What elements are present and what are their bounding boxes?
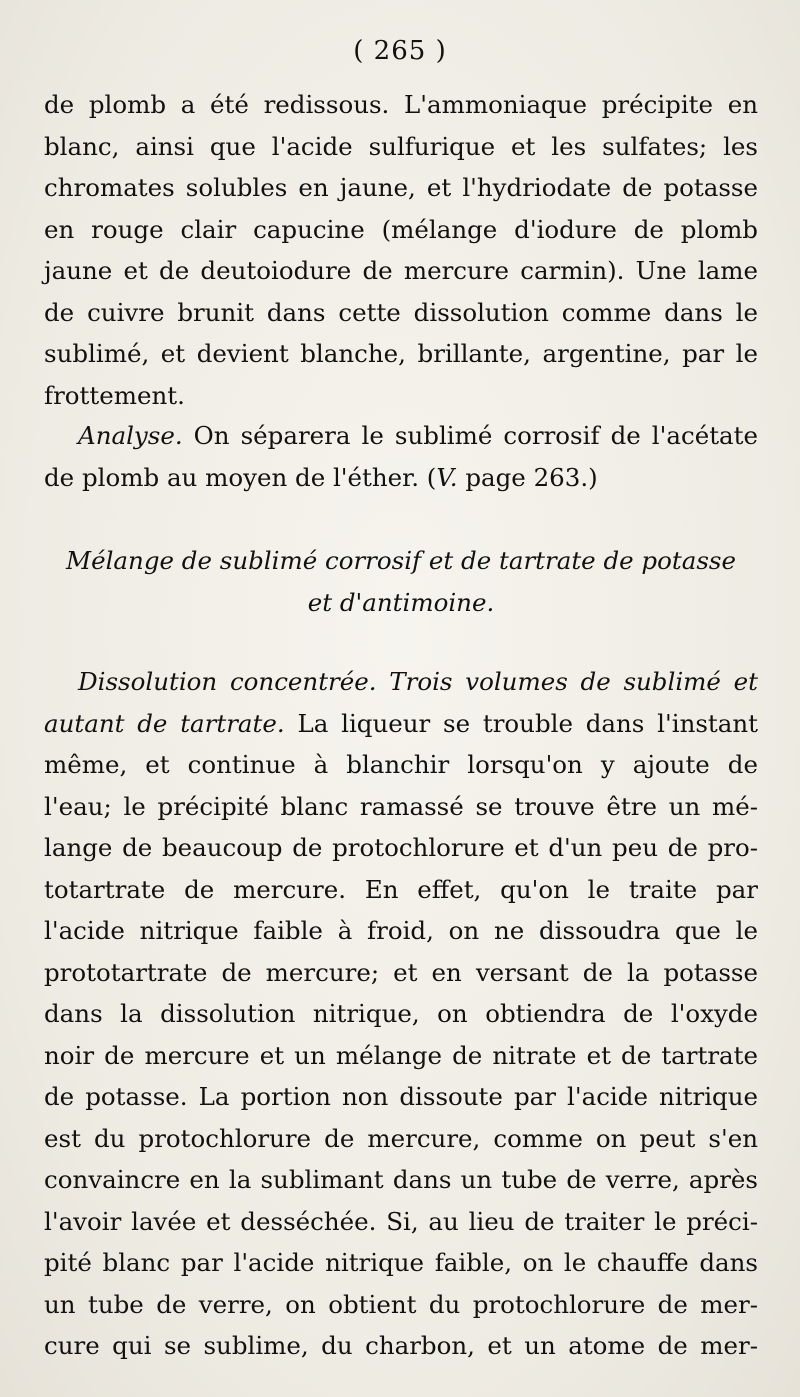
analyse-label: Analyse. xyxy=(78,421,183,450)
text-line: de cuivre brunit dans cette dissolution comme dans le xyxy=(44,297,758,327)
text-span: autant de tartrate. xyxy=(44,708,285,738)
paragraph-analyse xyxy=(44,415,758,498)
heading-line: Mélange de sublimé corrosif et de tartrate de potasse xyxy=(66,546,736,575)
text-line: même, et continue à blanchir lorsqu'on y ajoute de xyxy=(44,750,758,779)
text-span: de plomb au moyen de l'éther. ( xyxy=(44,462,437,492)
text-line: l'avoir lavée et desséchée. Si, au lieu de traiter le préci- xyxy=(44,1206,758,1236)
text-line xyxy=(44,457,758,499)
text-line: cure qui se sublime, du charbon, et un atome de mer- xyxy=(44,1331,758,1360)
text-span: La liqueur se trouble dans l'instant xyxy=(284,708,758,738)
text-line: dans la dissolution nitrique, on obtiendra de l'oxyde xyxy=(44,999,758,1028)
text-line: un tube de verre, on obtient du protochlorure de mer- xyxy=(44,1289,758,1319)
text-line: sublimé, et devient blanche, brillante, argentine, par le xyxy=(44,339,758,368)
text-line: pité blanc par l'acide nitrique faible, on le chauffe dans xyxy=(44,1248,758,1277)
reference-marker: V. xyxy=(436,462,458,492)
text-line: totartrate de mercure. En effet, qu'on le traite par xyxy=(44,874,758,904)
text-line: l'eau; le précipité blanc ramassé se trouve être un mé- xyxy=(44,791,758,821)
text-line: blanc, ainsi que l'acide sulfurique et les sulfates; les xyxy=(44,131,758,161)
section-heading xyxy=(44,540,758,623)
text-line: jaune et de deutoiodure de mercure carmin). Une lame xyxy=(44,256,758,285)
text-line: lange de beaucoup de protochlorure et d'un peu de pro- xyxy=(44,833,758,862)
text-line: de potasse. La portion non dissoute par l'acide nitrique xyxy=(44,1082,758,1111)
text-line: l'acide nitrique faible à froid, on ne dissoudra que le xyxy=(44,916,758,945)
text-span: page 263.) xyxy=(457,462,598,492)
page-number: ( 265 ) xyxy=(353,36,447,66)
text-line: est du protochlorure de mercure, comme on peut s'en xyxy=(44,1123,758,1153)
text-line: de plomb a été redissous. L'ammoniaque précipite en xyxy=(44,90,758,119)
text-line: Dissolution concentrée. Trois volumes de sublimé et xyxy=(78,667,758,696)
text-line xyxy=(44,415,758,457)
text-line xyxy=(44,703,758,745)
paragraph-continuation xyxy=(44,84,758,416)
text-line: prototartrate de mercure; et en versant de la potasse xyxy=(44,957,758,987)
heading-line: et d'antimoine. xyxy=(307,587,495,617)
text-line: frottement. xyxy=(44,380,185,410)
text-line: convaincre en la sublimant dans un tube de verre, après xyxy=(44,1165,758,1194)
text-span: On séparera le sublimé corrosif de l'acétate xyxy=(182,421,758,450)
text-line: noir de mercure et un mélange de nitrate et de tartrate xyxy=(44,1040,758,1070)
paragraph-dissolution xyxy=(44,661,758,1367)
text-line: chromates solubles en jaune, et l'hydriodate de potasse xyxy=(44,173,758,202)
text-line: en rouge clair capucine (mélange d'iodure de plomb xyxy=(44,214,758,244)
